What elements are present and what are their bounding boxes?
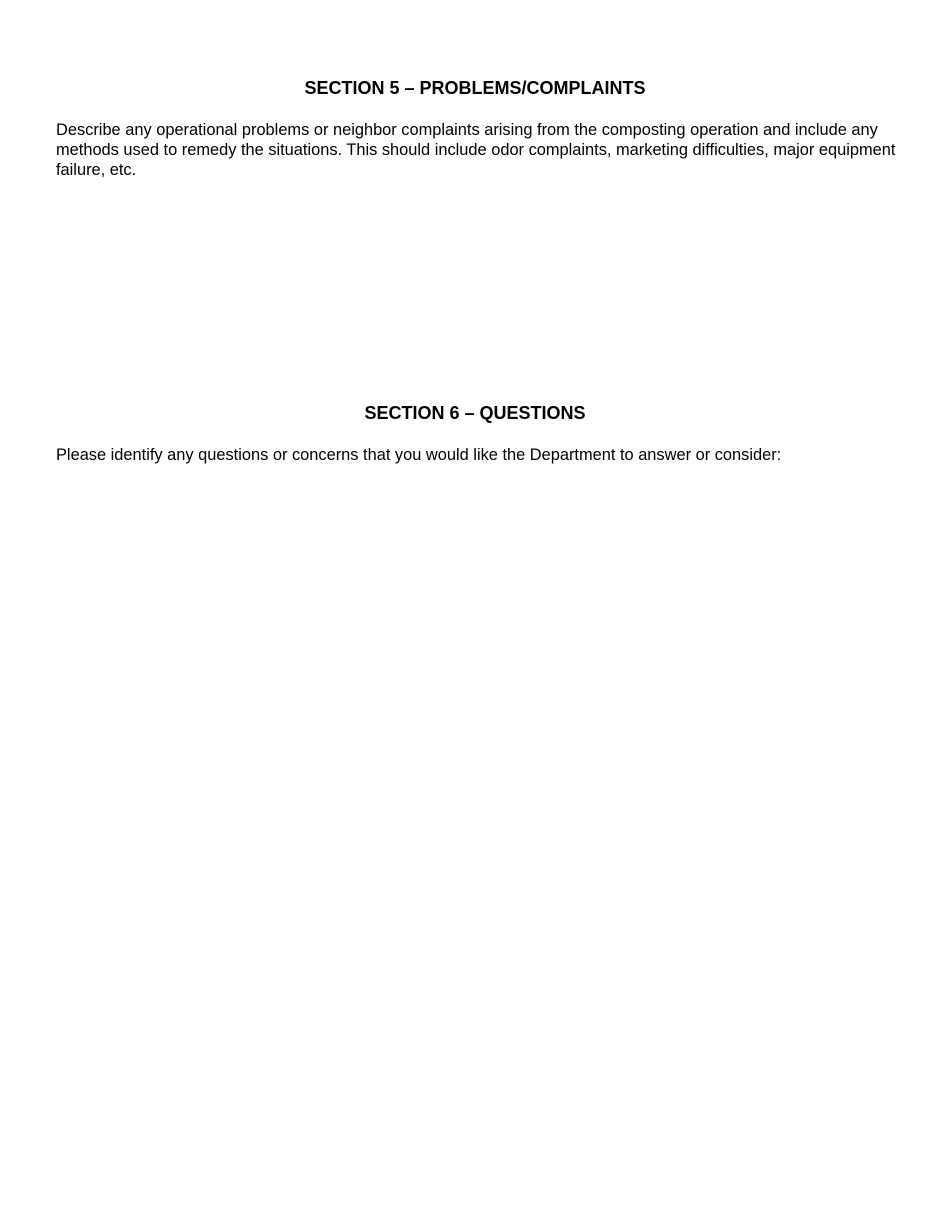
section-5-instructions: Describe any operational problems or neighbor complaints arising from the composting operation and include any methods used to remedy the situations. This should include odor complaints, marketing difficulties, major equipment failure, etc. [56,121,896,179]
section-5-heading: SECTION 5 – PROBLEMS/COMPLAINTS [304,78,646,98]
section-6-heading: SECTION 6 – QUESTIONS [364,403,586,423]
section-6-instructions: Please identify any questions or concerns that you would like the Department to answer or consider: [56,446,782,464]
